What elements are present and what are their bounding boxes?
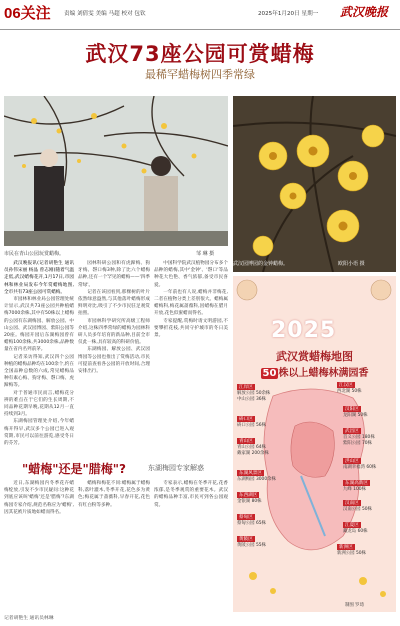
article-column-1 <box>4 260 74 456</box>
map-district: 新洲区 新洲公园 50株 <box>337 545 366 556</box>
paragraph: 东湖梅园、解放公园、武汉园博园等公园也推出了赏梅活动,市民可提前查看各公园的开放时间,合理安排出行。 <box>78 347 150 375</box>
paragraph: 市园林科学研究所高级工程师介绍,这株四季常绿的蜡梅为园林科研人员多年培育的新品种,目前全市仅此一株,具有较高的科研价值。 <box>78 318 150 346</box>
paragraph: 近日,东湖梅园内冬季花卉蜡梅绽放,引发不少市民疑问:这种花到底应该叫'蜡梅'还是'腊梅'?东湖梅园专家介绍,规范名称应为'蜡梅',因其花被片质地如蜡而得名。 <box>4 481 74 515</box>
article-column-2 <box>78 260 150 456</box>
map-district: 江汉区 西北湖 50株 <box>337 383 362 394</box>
map-district: 硚口区 硚口公园 56株 <box>237 417 266 428</box>
section2-subtitle: 东湖梅园专家解惑 <box>148 464 204 472</box>
photo1-caption: 市民在青山公园玩赏蜡梅。 <box>4 251 65 257</box>
map-district: 蔡甸区 蔡甸公园 65株 <box>237 515 266 526</box>
map-district: 武昌区 首义公园 180株 紫阳公园 70株 <box>343 429 375 446</box>
map-district: 东湖高新区 九峰 100株 <box>343 481 368 492</box>
map-district: 汉阳区 龙阳湖 50株 <box>343 407 368 418</box>
subheadline: 最稀罕蜡梅树四季常绿 <box>145 68 255 81</box>
paragraph: 东湖梅园管理处介绍,今年蜡梅开得早,武汉多个公园已进入观赏期,市民可以前往游览,感受冬日的芬芳。 <box>4 419 74 447</box>
photo-wintersweet-image <box>233 96 396 272</box>
photo2-caption: 武汉园博园的金钟蜡梅。 <box>233 261 289 267</box>
map-district: 江岸区 解放公园 50余株 中山公园 36株 <box>237 385 271 402</box>
editors-line: 责编 刘倩雯 美编 马超 校对 包钦 <box>64 11 146 17</box>
date-line: 2025年1月20日 星期一 <box>258 11 319 17</box>
map-district: 黄陂区 黄陂公园 55株 <box>237 537 266 548</box>
map-district: 洪山区 南湖幸福湾 60株 <box>343 459 377 470</box>
map-district: 青山区 青山公园 64株 戴家湖 200余株 <box>237 439 269 456</box>
paragraph: 中国科学院武汉植物园分布多个品种的蜡梅,其中'金钟'、'磬口'等品种花大色艳、香气浓郁,备受市民喜爱。 <box>154 261 228 288</box>
paragraph: 对于普通市民而言,蜡梅花分辨的难点在于它们的生长周期,不同品种花期早晚,花期从12月一直持续到3月。 <box>4 390 74 418</box>
paragraph: 园林科研公园和有虎蹄梅、狗牙梅、磬口梅3种,除了比六个蜡梅品种,还有一个罕见的蜡梅——'四季常绿'。 <box>78 261 150 288</box>
newspaper-logo: 武汉晚报 <box>340 5 389 19</box>
section2-column-3 <box>154 480 228 610</box>
paragraph: 专家表示,蜡梅在冬季开花,花香浓郁,是冬季观赏的重要花木。武汉的蜡梅品种丰富,市民可到各公园观赏。 <box>154 481 228 508</box>
photo-wintersweet-flowers <box>233 96 396 272</box>
map-year: 2025 <box>271 318 337 343</box>
paragraph: 专家提醒,赏梅时请文明游园,不要攀折花枝,共同守护城市的冬日美景。 <box>154 318 228 339</box>
map-subtitle-text: 株以上蜡梅林满园香 <box>278 368 369 379</box>
photo-park-visitors-image <box>4 96 228 246</box>
paragraph: 市园林和林业局公园管理处统计显示,武汉共73座公园共种植蜡梅7000余株,其中有50株以上蜡梅的公园有东湖梅园、解放公园、中山公园、武汉园博园、紫阳公园等20座。梅园开园后东湖梅园曾有蜡梅100余株,共3000余株,品种数量在省内名列前茅。 <box>4 297 74 353</box>
photo1-credit: 邹 琳 摄 <box>196 251 215 257</box>
headline: 武汉73座公园可赏蜡梅 <box>85 42 315 66</box>
article-column-3 <box>154 260 228 456</box>
section2-column-2 <box>78 480 150 610</box>
map-title: 武汉赏蜡梅地图 <box>276 350 353 363</box>
photo-park-visitors <box>4 96 228 246</box>
map-subtitle <box>233 364 396 379</box>
article-byline: 记者胡艳生 通讯员林琳 <box>4 616 54 621</box>
section2-title: "蜡梅"还是"腊梅"? <box>22 462 126 476</box>
paragraph: 一年前也有人说,蜡梅并非梅花,二者在植物分类上差别很大。蜡梅属蜡梅科,梅花属蔷薇科,因蜡梅在腊月开放,花色似蜜蜡而得名。 <box>154 289 228 317</box>
section2-column-1 <box>4 480 74 610</box>
paragraph: 记者采访得知,武汉四个公园种植的蜡梅品种均在100余个,约在全国品种总数的六成,常见蜡梅品种有素心梅、狗牙梅、磬口梅、虎蹄梅等。 <box>4 354 74 389</box>
map-district: 东西湖区 金银湖 80株 <box>237 493 262 504</box>
section-label: 06关注 <box>4 5 51 22</box>
paragraph: 武汉晚报讯(记者胡艳生 通讯员孙伟宋丽 杨晶 曾志刚)随着气温走低,武汉蜡梅花开,1月17日,市园林和林业局发布今年赏蜡梅地图,全市共有73座公园可赏蜡梅。 <box>4 261 74 295</box>
paragraph: 记者在该园看到,那棵树的叶片依然绿意盎然,与其他落叶蜡梅形成鲜明对比,吸引了不少市民驻足观赏拍照。 <box>78 289 150 317</box>
page-header <box>0 0 400 30</box>
wintersweet-map <box>233 276 396 612</box>
map-district: 东湖风景区 东湖梅园 3000余株 <box>237 471 276 482</box>
map-credit: 制图 罗琦 <box>345 603 364 608</box>
paragraph: 蜡梅和梅花不同:蜡梅属于蜡梅科,落叶灌木,冬季开花,花色多为黄色;梅花属于蔷薇科,早春开花,花色有红白粉等多种。 <box>78 481 150 508</box>
map-district: 汉南区 汉南公园 50株 <box>343 501 372 512</box>
map-district: 江夏区 藏龙岛 60株 <box>343 523 368 534</box>
photo2-credit: 欧阳小语 摄 <box>338 261 365 267</box>
map-subtitle-number: 50 <box>262 368 277 379</box>
